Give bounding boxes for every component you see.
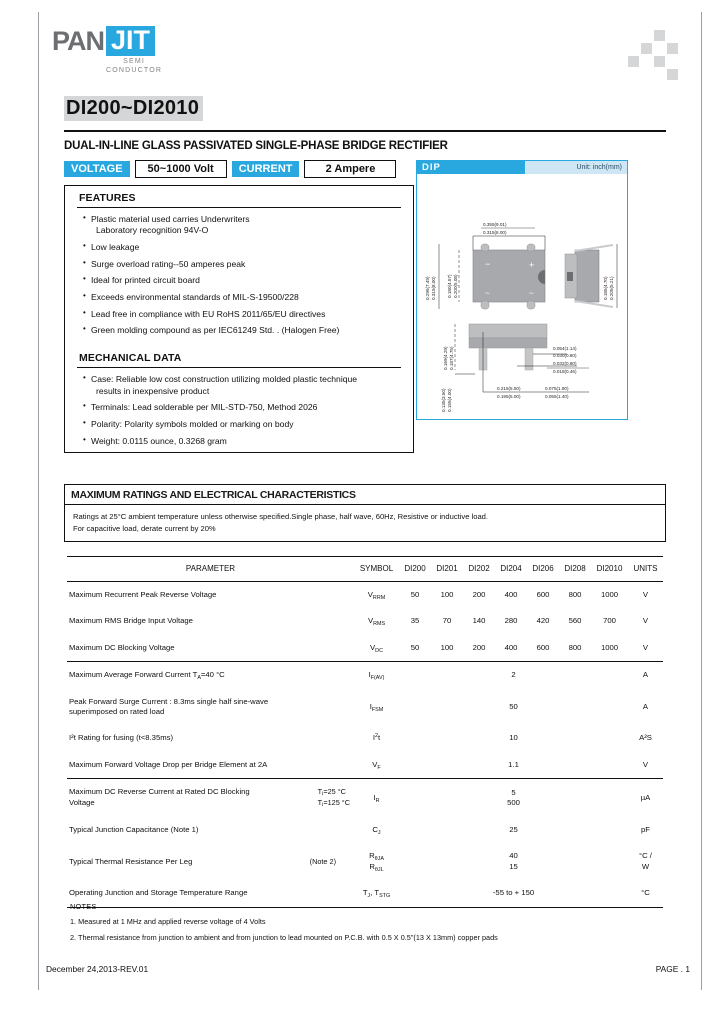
list-item: • Terminals: Lead solderable per MIL-STD-750, Method 2026 (83, 402, 403, 413)
package-drawing-canvas (417, 174, 627, 419)
row-symbol: $C_J$ (372, 825, 381, 836)
col-di201: DI201 (431, 557, 463, 582)
ratings-chip-group (64, 160, 396, 178)
row-parameter: Maximum Average Forward Current $T_A=40$ °C (69, 670, 225, 682)
max-ratings-heading: MAXIMUM RATINGS AND ELECTRICAL CHARACTERISTICS (71, 489, 356, 501)
row-value: 40 15 (509, 851, 518, 871)
logo-text-pan: PAN (52, 25, 105, 56)
voltage-value: 50~1000 Volt (135, 160, 227, 178)
row-symbol: $R_{\theta JA}$ $R_{\theta JL}$ (369, 851, 384, 873)
svg-text:0.355(9.01): 0.355(9.01) (483, 222, 507, 227)
row-value: 50 (399, 635, 431, 662)
row-value: 140 (472, 616, 486, 626)
row-value: 420 (536, 616, 550, 626)
table-row (67, 779, 663, 817)
row-value: 560 (568, 616, 582, 626)
revision-date: December 24,2013-REV.01 (46, 964, 149, 974)
mechanical-heading: MECHANICAL DATA (79, 352, 182, 365)
row-value: 600 (527, 635, 559, 662)
row-value: 1.1 (399, 752, 628, 779)
svg-text:0.055(1.40): 0.055(1.40) (545, 394, 569, 399)
row-units: A (642, 701, 649, 711)
package-unit-note: Unit: inch(mm) (525, 161, 627, 174)
row-parameter: Operating Junction and Storage Temperature Range (67, 880, 354, 907)
max-ratings-panel (64, 484, 666, 542)
col-di202: DI202 (463, 557, 495, 582)
row-value: 800 (568, 590, 582, 599)
row-units: °C / W (639, 851, 652, 871)
row-parameter: Peak Forward Surge Current : 8.3ms single half sine-wave superimposed on rated load (69, 696, 269, 716)
note-item: 2. Thermal resistance from junction to ambient and from junction to lead mounted on P.C.B. with 0.5 X 0.5"(13 X 13mm) copper pads (70, 933, 498, 943)
list-item: • Exceeds environmental standards of MIL-S-19500/228 (83, 292, 403, 303)
row-symbol: $I^2t$ (372, 733, 381, 743)
row-value: 25 (509, 825, 518, 834)
row-parameter: Maximum Forward Voltage Drop per Bridge Element at 2A (67, 752, 354, 779)
list-item: • Weight: 0.0115 ounce, 0.3268 gram (83, 436, 403, 447)
svg-text:0.315(8.00): 0.315(8.00) (483, 230, 507, 235)
features-mechanical-panel (64, 185, 414, 453)
notes-heading: NOTES (70, 902, 97, 911)
row-value: 5 500 (507, 787, 520, 808)
mech-text: Case: Reliable low cost construction utilizing molded plastic technique (91, 374, 358, 385)
svg-text:0.075(1.90): 0.075(1.90) (545, 386, 569, 391)
col-parameter: PARAMETER (67, 557, 354, 582)
list-item: • Low leakage (83, 242, 403, 253)
row-symbol: $I_{F(AV)}$ (368, 670, 385, 682)
row-value: 35 (410, 616, 420, 626)
row-value: 400 (495, 635, 527, 662)
row-parameter: I²t Rating for fusing (t<8.35ms) (69, 733, 174, 743)
row-parameter: Maximum RMS Bridge Input Voltage (69, 616, 193, 626)
row-units: V (628, 635, 663, 662)
page-title (64, 96, 203, 121)
row-value: 100 (431, 635, 463, 662)
svg-text:0.205(5.21): 0.205(5.21) (609, 276, 614, 300)
row-value: 700 (603, 616, 616, 626)
row-value: 50 (410, 590, 420, 599)
corner-decoration-icon (628, 28, 698, 80)
row-units: A (642, 670, 649, 680)
list-item (83, 374, 403, 396)
row-symbol: $V_F$ (354, 752, 399, 779)
svg-text:0.030(0.80): 0.030(0.80) (553, 353, 577, 358)
row-value: -55 to + 150 (399, 880, 628, 907)
row-value: 50 (509, 701, 518, 711)
col-di206: DI206 (527, 557, 559, 582)
logo-subtitle-line1: SEMI (123, 58, 146, 65)
svg-text:0.200(5.08): 0.200(5.08) (453, 274, 458, 298)
svg-text:+: + (529, 260, 535, 270)
package-header-bar (417, 161, 627, 174)
row-symbol: $T_J$, $T_{STG}$ (354, 880, 399, 907)
row-parameter: Maximum Recurrent Peak Reverse Voltage (69, 590, 217, 599)
voltage-label: VOLTAGE (64, 161, 130, 177)
list-item: • Surge overload rating--50 amperes peak (83, 259, 403, 270)
row-units: V (628, 752, 663, 779)
svg-text:~: ~ (529, 289, 534, 298)
table-row (67, 752, 663, 779)
row-units: A²S (639, 733, 652, 743)
page-number: PAGE . 1 (655, 964, 690, 974)
svg-text:0.169(4.29): 0.169(4.29) (443, 346, 448, 370)
mechanical-divider (77, 367, 401, 368)
features-divider (77, 207, 401, 208)
mech-text-cont: results in inexpensive product (96, 385, 210, 396)
logo-subtitle-line2: CONDUCTOR (106, 66, 163, 74)
mechanical-list (65, 374, 413, 446)
svg-text:0.315(8.00): 0.315(8.00) (431, 276, 436, 300)
table-row (67, 582, 663, 609)
row-units: V (642, 616, 649, 626)
list-item (83, 214, 403, 236)
row-value: 1000 (591, 635, 628, 662)
table-row (67, 725, 663, 751)
row-symbol: $V_{DC}$ (354, 635, 399, 662)
title-divider (64, 130, 666, 132)
row-parameter: Tⱼ=25 °C Tⱼ=125 °C Maximum DC Reverse Current at Rated DC Blocking Voltage (69, 787, 350, 808)
svg-text:0.054(1.14): 0.054(1.14) (553, 346, 577, 351)
col-symbol: SYMBOL (354, 557, 399, 582)
product-subtitle: DUAL-IN-LINE GLASS PASSIVATED SINGLE-PHASE BRIDGE RECTIFIER (64, 140, 448, 152)
feature-text-cont: Laboratory recognition 94V-O (96, 225, 209, 236)
col-di208: DI208 (559, 557, 591, 582)
row-value: 1000 (600, 590, 619, 599)
col-di200: DI200 (399, 557, 431, 582)
svg-text:0.295(7.49): 0.295(7.49) (425, 276, 430, 300)
row-value: 2 (511, 670, 516, 680)
row-symbol: $I_R$ (373, 792, 380, 804)
list-item: • Lead free in compliance with EU RoHS 2011/65/EU directives (83, 309, 403, 320)
row-value: 800 (559, 635, 591, 662)
svg-text:0.187(4.75): 0.187(4.75) (449, 346, 454, 370)
svg-text:0.135(3.50): 0.135(3.50) (441, 388, 446, 412)
svg-text:−: − (485, 259, 491, 269)
table-row (67, 689, 663, 726)
svg-text:~: ~ (485, 289, 490, 298)
row-units: °C (628, 880, 663, 907)
table-row (67, 608, 663, 634)
row-value: 600 (536, 590, 550, 599)
row-parameter: Typical Junction Capacitance (Note 1) (69, 825, 199, 834)
list-item: • Polarity: Polarity symbols molded or marking on body (83, 419, 403, 430)
table-row (67, 635, 663, 662)
row-units: µA (640, 792, 651, 802)
svg-text:0.032(0.80): 0.032(0.80) (553, 361, 577, 366)
table-row (67, 662, 663, 689)
package-type-label: DIP (417, 161, 525, 174)
svg-text:0.155(4.00): 0.155(4.00) (447, 388, 452, 412)
company-logo (52, 26, 162, 76)
feature-text: Plastic material used carries Underwriters (91, 214, 250, 224)
note-item: 1. Measured at 1 MHz and applied reverse voltage of 4 Volts (70, 917, 266, 926)
table-header-row (67, 557, 663, 582)
row-parameter: (Note 2) Typical Thermal Resistance Per Leg (69, 856, 336, 866)
svg-text:0.180(4.57): 0.180(4.57) (447, 274, 452, 298)
row-value: 400 (504, 590, 518, 599)
row-value: 100 (440, 590, 454, 599)
table-row (67, 843, 663, 880)
row-value: 200 (472, 590, 486, 599)
list-item: • Green molding compound as per IEC61249 Std. . (Halogen Free) (83, 325, 403, 336)
col-di2010: DI2010 (591, 557, 628, 582)
row-symbol: $V_{RMS}$ (367, 616, 386, 628)
row-parameter: Maximum DC Blocking Voltage (67, 635, 354, 662)
row-value: 280 (504, 616, 518, 626)
max-ratings-conditions (65, 505, 665, 541)
row-symbol: $I_{FSM}$ (369, 701, 384, 713)
table-row (67, 817, 663, 843)
row-value: 70 (442, 616, 452, 626)
current-value: 2 Ampere (304, 160, 396, 178)
list-item: • Ideal for printed circuit board (83, 275, 403, 286)
notes-section (70, 902, 666, 949)
col-di204: DI204 (495, 557, 527, 582)
row-value: 10 (509, 733, 518, 743)
features-heading: FEATURES (79, 192, 136, 204)
col-units: UNITS (628, 557, 663, 582)
features-list (65, 214, 413, 336)
row-units: V (642, 590, 649, 599)
svg-text:0.195(5.00): 0.195(5.00) (497, 394, 521, 399)
conditions-line-1: Ratings at 25°C ambient temperature unless otherwise specified.Single phase, half wave, 60Hz, Resistive or inductive load. (73, 512, 489, 521)
svg-text:0.215(5.50): 0.215(5.50) (497, 386, 521, 391)
conditions-line-2: For capacitive load, derate current by 20% (73, 523, 216, 533)
svg-text:0.185(4.70): 0.185(4.70) (603, 276, 608, 300)
package-drawing-panel (416, 160, 628, 420)
svg-text:0.018(0.46): 0.018(0.46) (553, 369, 577, 374)
row-units: pF (641, 825, 650, 834)
logo-text-jit: JIT (106, 26, 155, 56)
part-number: DI200~DI2010 (66, 97, 200, 119)
row-value: 200 (463, 635, 495, 662)
specifications-table (67, 556, 663, 908)
row-symbol: $V_{RRM}$ (367, 590, 386, 601)
current-label: CURRENT (232, 161, 300, 177)
